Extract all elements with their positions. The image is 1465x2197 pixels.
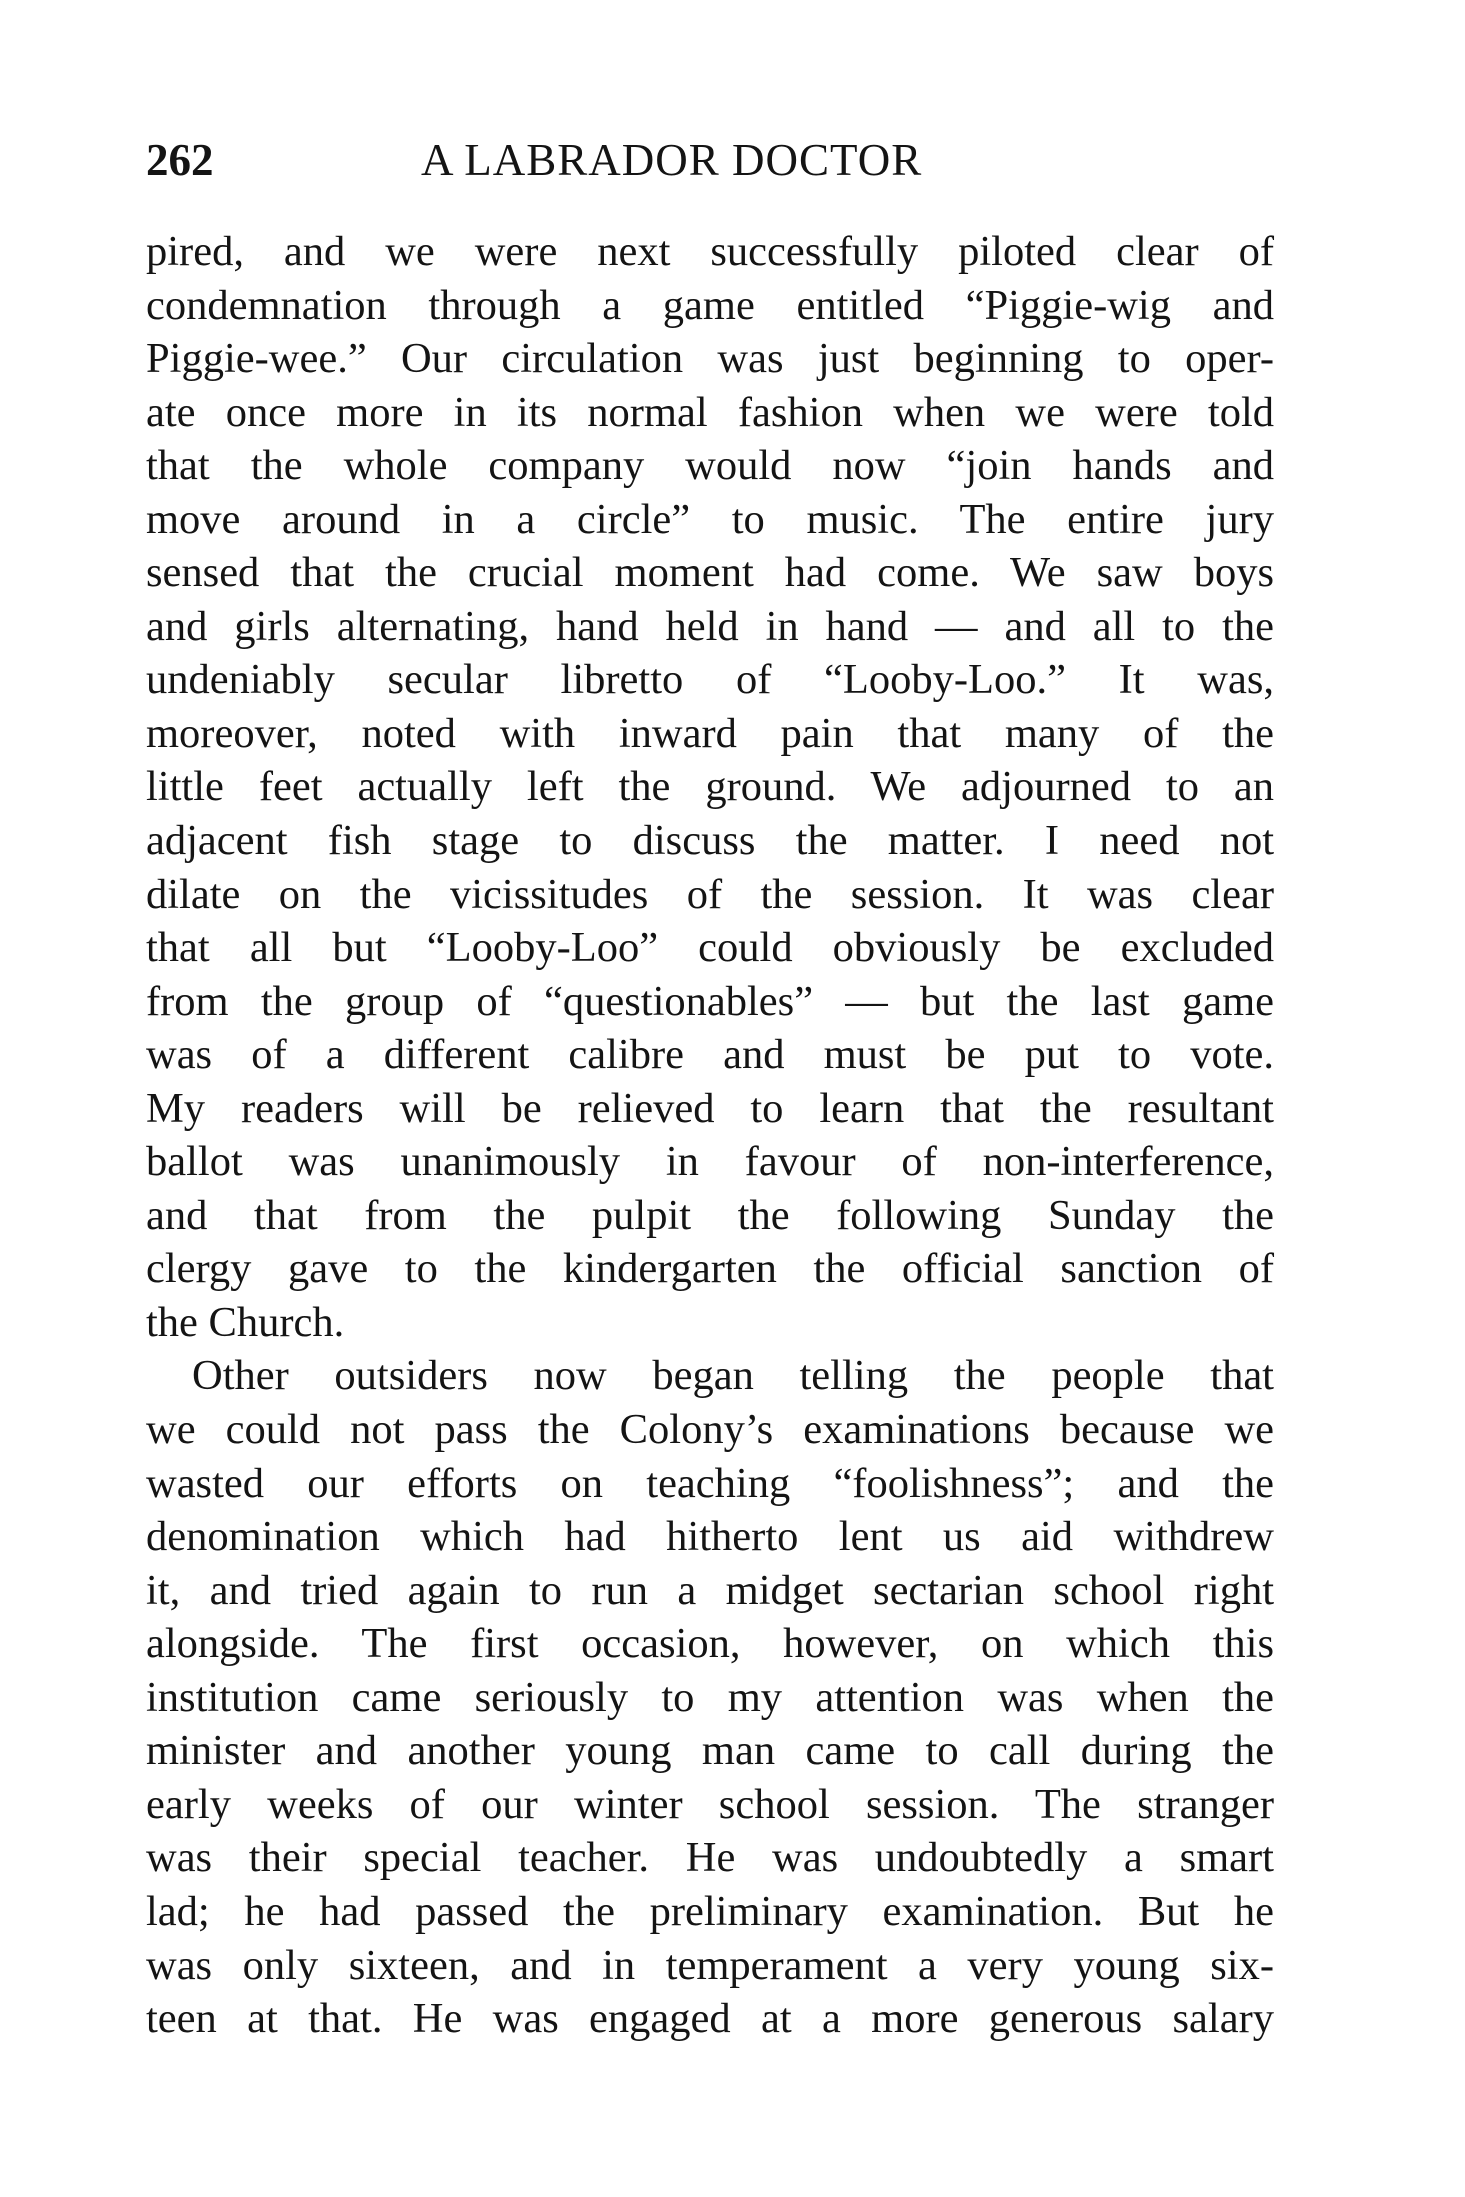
text-line: it, and tried again to run a midget sectarian school right — [146, 1566, 1274, 1614]
text-line: adjacent fish stage to discuss the matter. I need not — [146, 817, 1274, 865]
text-line: was only sixteen, and in temperament a very young six- — [146, 1941, 1274, 1989]
text-line: the Church. — [146, 1298, 345, 1346]
text-line: little feet actually left the ground. We adjourned to an — [146, 763, 1274, 811]
text-line: ballot was unanimously in favour of non-interference, — [146, 1138, 1274, 1186]
text-line: was of a different calibre and must be put to vote. — [146, 1031, 1274, 1079]
paragraph — [146, 225, 1274, 1349]
text-line: ate once more in its normal fashion when we were told — [146, 388, 1274, 436]
text-line: sensed that the crucial moment had come. We saw boys — [146, 549, 1274, 597]
text-line: clergy gave to the kindergarten the official sanction of — [146, 1245, 1274, 1293]
text-line: undeniably secular libretto of “Looby-Loo.” It was, — [146, 656, 1274, 704]
text-line: and that from the pulpit the following Sunday the — [146, 1191, 1274, 1239]
text-line: minister and another young man came to call during the — [146, 1727, 1274, 1775]
body-text — [146, 225, 1274, 2046]
book-title: A LABRADOR DOCTOR — [421, 135, 923, 185]
text-line: wasted our efforts on teaching “foolishness”; and the — [146, 1459, 1274, 1507]
text-line: move around in a circle” to music. The entire jury — [146, 495, 1274, 543]
text-line: teen at that. He was engaged at a more generous salary — [146, 1995, 1274, 2043]
text-line: we could not pass the Colony’s examinations because we — [146, 1406, 1274, 1454]
text-line: early weeks of our winter school session. The stranger — [146, 1780, 1274, 1828]
text-line: alongside. The first occasion, however, on which this — [146, 1620, 1274, 1668]
paragraph — [146, 1349, 1274, 2045]
text-line: dilate on the vicissitudes of the session. It was clear — [146, 870, 1274, 918]
text-line: condemnation through a game entitled “Piggie-wig and — [146, 281, 1274, 329]
text-line: lad; he had passed the preliminary examination. But he — [146, 1887, 1274, 1935]
text-line: that the whole company would now “join hands and — [146, 442, 1274, 490]
page-number: 262 — [146, 135, 214, 185]
text-line: pired, and we were next successfully piloted clear of — [146, 228, 1274, 275]
text-line: My readers will be relieved to learn that the resultant — [146, 1084, 1274, 1132]
text-line: was their special teacher. He was undoubtedly a smart — [146, 1834, 1274, 1882]
running-head — [146, 130, 1274, 190]
text-line: from the group of “questionables” — but the last game — [146, 977, 1274, 1025]
text-line: and girls alternating, hand held in hand — and all to the — [146, 602, 1274, 650]
text-line: Piggie-wee.” Our circulation was just beginning to oper- — [146, 335, 1274, 383]
text-line: denomination which had hitherto lent us aid withdrew — [146, 1513, 1274, 1561]
text-line: Other outsiders now began telling the people that — [192, 1352, 1274, 1400]
text-line: that all but “Looby-Loo” could obviously be excluded — [146, 924, 1274, 972]
text-line: institution came seriously to my attention was when the — [146, 1673, 1274, 1721]
text-line: moreover, noted with inward pain that many of the — [146, 709, 1274, 757]
